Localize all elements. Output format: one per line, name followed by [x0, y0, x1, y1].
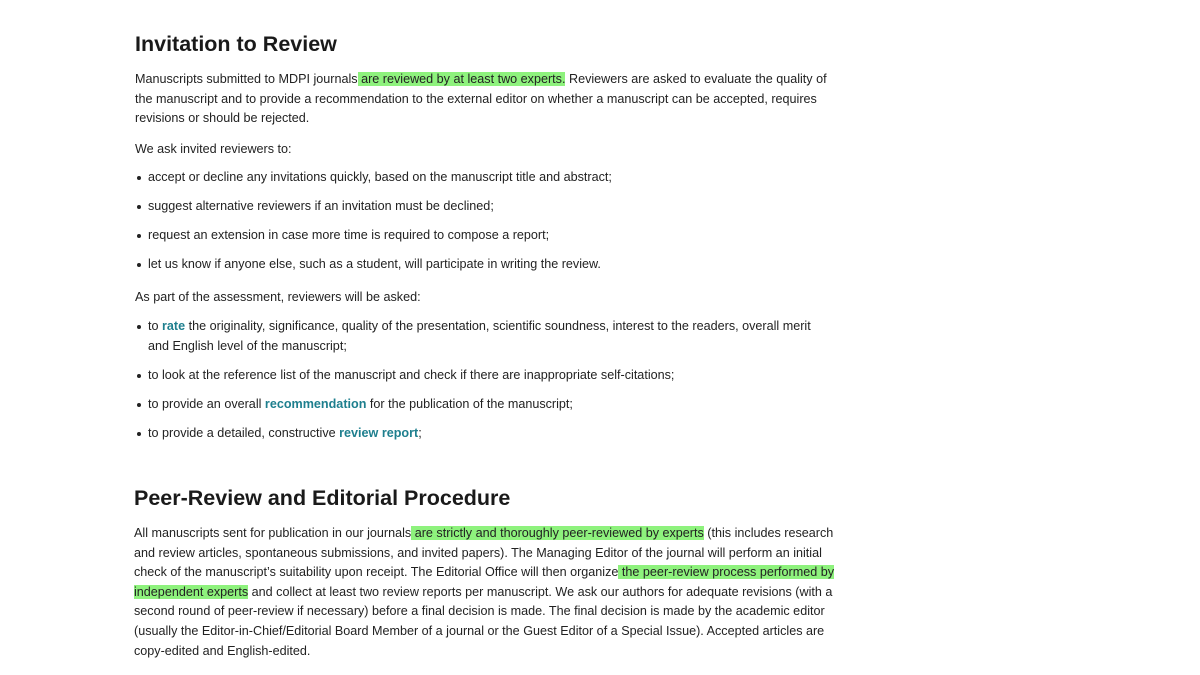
- peer-highlight-1: are strictly and thoroughly peer-reviewed by experts: [411, 526, 704, 540]
- list-text: ;: [418, 425, 422, 440]
- invitation-intro-paragraph: [135, 70, 835, 129]
- peer-text-3: and collect at least two review reports per manuscript. We ask our authors for adequate revisions (with a second round of peer-review if necessary) before a final decision is made. The final decision is made by the academic editor (usually the Editor-in-Chief/Editorial Board Member of a journal or the Guest Editor of a Special Issue). Accepted articles are copy-edited and English-edited.: [134, 584, 833, 658]
- list-item: suggest alternative reviewers if an invitation must be declined;: [135, 197, 835, 217]
- peer-review-paragraph: [134, 524, 839, 661]
- list-text: to provide a detailed, constructive: [148, 425, 340, 440]
- list-item: accept or decline any invitations quickly, based on the manuscript title and abstract;: [135, 168, 835, 188]
- section-title-peer-review: Peer-Review and Editorial Procedure: [134, 486, 511, 510]
- ask-reviewers-text: We ask invited reviewers to:: [135, 142, 292, 156]
- list-item: let us know if anyone else, such as a student, will participate in writing the review.: [135, 255, 835, 275]
- peer-text-1: All manuscripts sent for publication in our journals: [134, 526, 412, 540]
- peer-text-2: (this includes research and review articles, spontaneous submissions, and invited papers). The Managing Editor of the journal will perform an initial check of the manuscript’s suitability upon receipt. The Editorial Office will then organize: [134, 526, 834, 580]
- peer-highlight-2: the peer-review process performed by independent experts: [134, 565, 835, 599]
- list-text: for the publication of the manuscript;: [366, 396, 573, 411]
- list-text: to provide an overall: [148, 396, 265, 411]
- section-title-invitation: Invitation to Review: [135, 32, 337, 56]
- intro-highlight: are reviewed by at least two experts.: [357, 72, 566, 86]
- assessment-intro-text: As part of the assessment, reviewers will be asked:: [135, 290, 421, 304]
- reviewer-request-list: [135, 168, 835, 284]
- list-item: request an extension in case more time is required to compose a report;: [135, 226, 835, 246]
- assessment-list: [135, 317, 835, 453]
- intro-text-start: Manuscripts submitted to MDPI journals: [135, 72, 358, 86]
- review-report-link[interactable]: review report: [339, 425, 419, 440]
- list-text: the originality, significance, quality of the presentation, scientific soundness, interest to the readers, overall merit and English level of the manuscript;: [148, 319, 811, 353]
- list-item: [135, 395, 835, 415]
- list-item: [135, 424, 835, 444]
- recommendation-link[interactable]: recommendation: [264, 396, 367, 411]
- list-item: to look at the reference list of the manuscript and check if there are inappropriate self-citations;: [135, 366, 835, 386]
- list-item: [135, 317, 835, 356]
- rate-link[interactable]: rate: [162, 319, 186, 333]
- list-text: to: [148, 319, 163, 333]
- intro-text-end: Reviewers are asked to evaluate the quality of the manuscript and to provide a recommendation to the external editor on whether a manuscript can be accepted, requires revisions or should be rejected.: [135, 72, 827, 126]
